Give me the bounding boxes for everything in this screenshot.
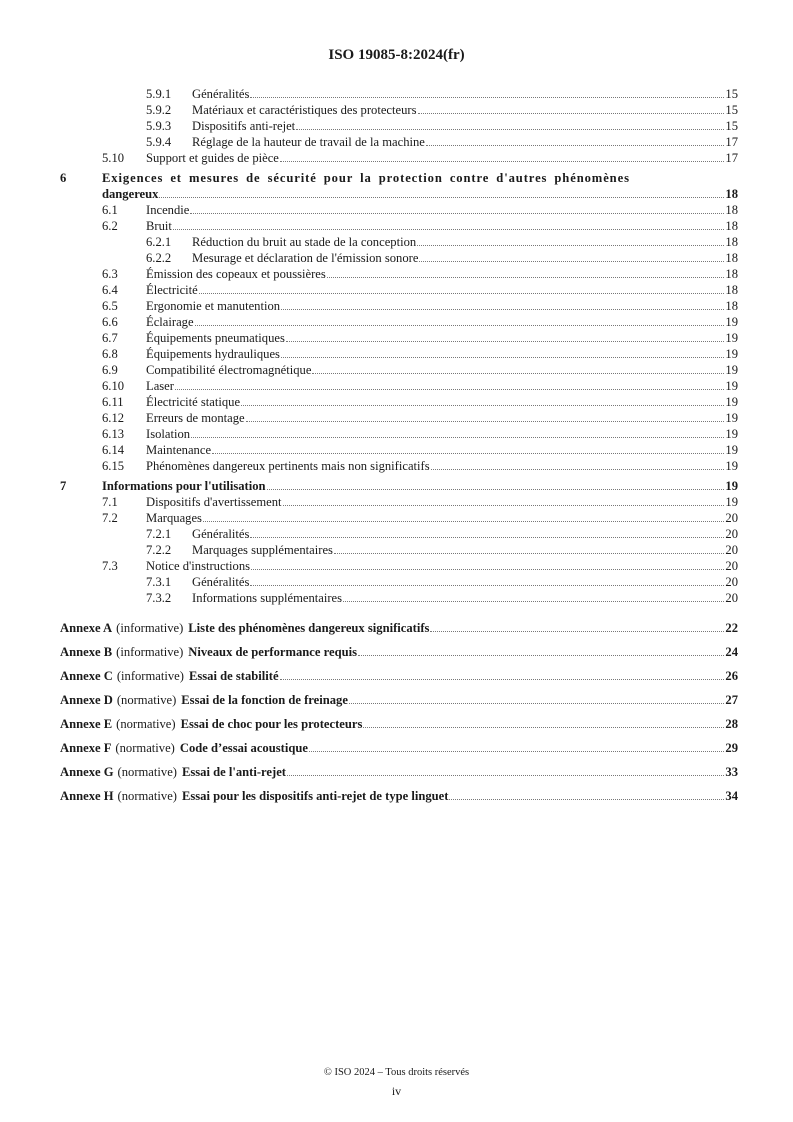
toc-entry-number: 6.12 <box>102 411 125 425</box>
annex-kind: (normative) <box>117 765 177 779</box>
toc-entry-title: Électricité <box>146 283 198 297</box>
dot-leader <box>246 421 725 422</box>
annex-title: Code d’essai acoustique <box>179 741 308 755</box>
toc-entry-title: Marquages supplémentaires <box>192 543 333 557</box>
toc-entry-title: Généralités <box>192 527 250 541</box>
dot-leader <box>363 727 724 728</box>
toc-entry-number: 5.9.2 <box>146 103 172 117</box>
annex-page: 29 <box>725 741 738 755</box>
table-of-contents <box>60 86 738 804</box>
annex-page: 33 <box>725 765 738 779</box>
toc-entry-title-cont: dangereux <box>102 187 159 201</box>
toc-entry-page: 18 <box>725 219 738 233</box>
dot-leader <box>280 161 725 162</box>
toc-entry-title: Généralités <box>192 87 250 101</box>
annex-title: Essai de la fonction de freinage <box>181 693 348 707</box>
toc-entry-title: Exigences et mesures de sécurité pour la protection contre d'autres phénomènes <box>102 171 630 185</box>
toc-entry-page: 15 <box>725 103 738 117</box>
toc-entry[interactable] <box>60 170 738 186</box>
toc-entry-number: 7.3.2 <box>146 591 172 605</box>
dot-leader <box>349 703 724 704</box>
dot-leader <box>312 373 724 374</box>
toc-annex-entry[interactable] <box>60 732 738 756</box>
toc-entry-number: 7.2.1 <box>146 527 172 541</box>
toc-entry-page: 19 <box>725 479 738 493</box>
dot-leader <box>159 197 724 198</box>
dot-leader <box>175 389 724 390</box>
dot-leader <box>358 655 724 656</box>
toc-entry-page: 20 <box>725 543 738 557</box>
dot-leader <box>309 751 724 752</box>
dot-leader <box>280 679 725 680</box>
toc-entry-title: Généralités <box>192 575 250 589</box>
page-number: iv <box>391 1084 402 1098</box>
toc-entry[interactable] <box>60 266 738 282</box>
dot-leader <box>250 585 724 586</box>
toc-entry[interactable] <box>60 526 738 542</box>
toc-entry-number: 5.9.3 <box>146 119 172 133</box>
toc-entry[interactable] <box>60 574 738 590</box>
toc-entry-title: Informations pour l'utilisation <box>102 479 266 493</box>
annex-page: 24 <box>725 645 738 659</box>
annex-label: Annexe D <box>60 693 113 707</box>
toc-entry-page: 17 <box>725 151 738 165</box>
toc-entry-title: Dispositifs d'avertissement <box>146 495 282 509</box>
annex-page: 22 <box>725 621 738 635</box>
toc-entry[interactable] <box>60 118 738 134</box>
toc-entry-number: 6.13 <box>102 427 125 441</box>
toc-entry-page: 20 <box>725 591 738 605</box>
annex-kind: (informative) <box>116 621 184 635</box>
toc-annex-entry[interactable] <box>60 756 738 780</box>
toc-entry-title: Ergonomie et manutention <box>146 299 281 313</box>
toc-entry-title: Erreurs de montage <box>146 411 245 425</box>
toc-entry-page: 18 <box>725 267 738 281</box>
toc-entry[interactable] <box>60 442 738 458</box>
dot-leader <box>173 229 725 230</box>
toc-entry-page: 18 <box>725 283 738 297</box>
toc-entry-page: 17 <box>725 135 738 149</box>
toc-entry-title: Laser <box>146 379 174 393</box>
dot-leader <box>267 489 725 490</box>
toc-entry[interactable] <box>60 298 738 314</box>
dot-leader <box>281 357 724 358</box>
toc-entry[interactable] <box>60 426 738 442</box>
toc-entry[interactable] <box>60 394 738 410</box>
annex-kind: (normative) <box>116 693 177 707</box>
dot-leader <box>286 341 725 342</box>
toc-annex-entry[interactable] <box>60 684 738 708</box>
toc-entry[interactable] <box>60 378 738 394</box>
page-footer <box>0 1064 793 1100</box>
annex-title: Essai pour les dispositifs anti-rejet de type linguet <box>181 789 449 803</box>
dot-leader <box>212 453 724 454</box>
toc-entry-title: Équipements hydrauliques <box>146 347 280 361</box>
dot-leader <box>334 553 724 554</box>
toc-entry-page: 19 <box>725 427 738 441</box>
toc-entry-number: 7.1 <box>102 495 118 509</box>
toc-entry-page: 15 <box>725 119 738 133</box>
dot-leader <box>426 145 725 146</box>
toc-entry-number: 6.2.2 <box>146 251 172 265</box>
annex-title: Essai de choc pour les protecteurs <box>180 717 363 731</box>
toc-entry-page: 19 <box>725 379 738 393</box>
toc-entry-number: 6.2.1 <box>146 235 172 249</box>
annex-page: 34 <box>725 789 738 803</box>
annex-label: Annexe H <box>60 789 114 803</box>
dot-leader <box>418 113 725 114</box>
toc-entry-page: 15 <box>725 87 738 101</box>
toc-entry-page: 20 <box>725 511 738 525</box>
toc-entry-page: 20 <box>725 575 738 589</box>
toc-entry-number: 6 <box>60 171 67 185</box>
toc-entry-number: 6.5 <box>102 299 118 313</box>
toc-entry-number: 6.11 <box>102 395 124 409</box>
dot-leader <box>250 97 724 98</box>
toc-entry[interactable] <box>60 362 738 378</box>
toc-entry-number: 6.14 <box>102 443 125 457</box>
toc-entry-number: 5.10 <box>102 151 125 165</box>
toc-entry[interactable] <box>60 86 738 102</box>
dot-leader <box>431 469 725 470</box>
toc-annex-entry[interactable] <box>60 660 738 684</box>
toc-entry-page: 20 <box>725 527 738 541</box>
toc-entry-page: 19 <box>725 395 738 409</box>
toc-entry[interactable] <box>60 250 738 266</box>
toc-entry-page: 20 <box>725 559 738 573</box>
toc-entry[interactable] <box>60 218 738 234</box>
annex-label: Annexe E <box>60 717 113 731</box>
toc-entry-number: 6.7 <box>102 331 118 345</box>
toc-entry-title: Équipements pneumatiques <box>146 331 285 345</box>
toc-entry-number: 6.15 <box>102 459 125 473</box>
annex-title: Liste des phénomènes dangereux significatifs <box>188 621 430 635</box>
toc-entry-title: Émission des copeaux et poussières <box>146 267 326 281</box>
toc-entry[interactable] <box>60 510 738 526</box>
toc-entry-title: Incendie <box>146 203 190 217</box>
toc-entry[interactable] <box>60 330 738 346</box>
toc-entry[interactable] <box>60 134 738 150</box>
copyright-notice: © ISO 2024 – Tous droits réservés <box>323 1067 470 1078</box>
toc-entry-page: 19 <box>725 459 738 473</box>
toc-entry[interactable] <box>60 558 738 574</box>
toc-entry-page: 19 <box>725 495 738 509</box>
toc-entry-page: 18 <box>725 299 738 313</box>
toc-entry-page: 18 <box>725 187 738 201</box>
toc-entry-number: 6.9 <box>102 363 118 377</box>
toc-entry-number: 6.3 <box>102 267 118 281</box>
toc-entry-title: Marquages <box>146 511 202 525</box>
toc-entry-number: 5.9.1 <box>146 87 172 101</box>
annex-title: Essai de stabilité <box>188 669 279 683</box>
toc-entry-title: Informations supplémentaires <box>192 591 343 605</box>
toc-entry[interactable] <box>60 478 738 494</box>
dot-leader <box>251 569 724 570</box>
toc-annex-entry[interactable] <box>60 612 738 636</box>
dot-leader <box>250 537 724 538</box>
dot-leader <box>449 799 724 800</box>
toc-annex-entry[interactable] <box>60 780 738 804</box>
toc-entry-title: Compatibilité électromagnétique <box>146 363 312 377</box>
toc-entry[interactable] <box>60 282 738 298</box>
dot-leader <box>190 213 724 214</box>
toc-annex-entry[interactable] <box>60 708 738 732</box>
annex-page: 28 <box>725 717 738 731</box>
toc-entry-title: Réglage de la hauteur de travail de la machine <box>192 135 425 149</box>
dot-leader <box>417 245 724 246</box>
dot-leader <box>343 601 724 602</box>
dot-leader <box>191 437 724 438</box>
annex-label: Annexe F <box>60 741 112 755</box>
toc-annex-entry[interactable] <box>60 636 738 660</box>
dot-leader <box>430 631 724 632</box>
toc-entry[interactable] <box>60 202 738 218</box>
dot-leader <box>281 309 724 310</box>
toc-entry-title: Réduction du bruit au stade de la conception <box>192 235 417 249</box>
toc-entry-title: Phénomènes dangereux pertinents mais non significatifs <box>146 459 430 473</box>
toc-entry-page: 19 <box>725 411 738 425</box>
toc-entry-number: 7.3.1 <box>146 575 172 589</box>
toc-entry-page: 19 <box>725 315 738 329</box>
toc-entry-title: Électricité statique <box>146 395 241 409</box>
document-header-title: ISO 19085-8:2024(fr) <box>328 47 465 63</box>
toc-entry-title: Dispositifs anti-rejet <box>192 119 296 133</box>
toc-entry-title: Éclairage <box>146 315 194 329</box>
dot-leader <box>287 775 724 776</box>
toc-entry[interactable] <box>60 542 738 558</box>
toc-entry-title: Matériaux et caractéristiques des protecteurs <box>192 103 417 117</box>
toc-entry-title: Isolation <box>146 427 191 441</box>
annex-label: Annexe B <box>60 645 113 659</box>
dot-leader <box>195 325 725 326</box>
annex-label: Annexe A <box>60 621 113 635</box>
annex-title: Niveaux de performance requis <box>188 645 357 659</box>
toc-entry[interactable] <box>60 150 738 166</box>
toc-entry[interactable] <box>60 346 738 362</box>
toc-entry-continuation[interactable] <box>60 186 738 202</box>
toc-entry-title: Notice d'instructions <box>146 559 251 573</box>
toc-entry-number: 6.6 <box>102 315 118 329</box>
annex-kind: (informative) <box>116 669 184 683</box>
dot-leader <box>203 521 724 522</box>
toc-entry-page: 18 <box>725 235 738 249</box>
toc-entry-title: Mesurage et déclaration de l'émission sonore <box>192 251 419 265</box>
toc-entry-number: 7.2.2 <box>146 543 172 557</box>
toc-entry-number: 6.8 <box>102 347 118 361</box>
dot-leader <box>283 505 725 506</box>
toc-entry-number: 6.2 <box>102 219 118 233</box>
toc-entry-title: Bruit <box>146 219 172 233</box>
toc-entry[interactable] <box>60 234 738 250</box>
dot-leader <box>241 405 724 406</box>
toc-entry-number: 6.4 <box>102 283 118 297</box>
toc-entry-page: 19 <box>725 363 738 377</box>
toc-entry[interactable] <box>60 590 738 606</box>
annex-title: Essai de l'anti-rejet <box>181 765 286 779</box>
annex-kind: (normative) <box>117 789 177 803</box>
toc-entry-page: 19 <box>725 347 738 361</box>
dot-leader <box>327 277 725 278</box>
toc-entry[interactable] <box>60 102 738 118</box>
annex-page: 26 <box>725 669 738 683</box>
toc-entry[interactable] <box>60 314 738 330</box>
annex-kind: (normative) <box>115 741 175 755</box>
toc-entry-page: 19 <box>725 443 738 457</box>
toc-entry-title: Support et guides de pièce <box>146 151 279 165</box>
toc-entry-title: Maintenance <box>146 443 212 457</box>
toc-entry[interactable] <box>60 494 738 510</box>
annex-page: 27 <box>725 693 738 707</box>
annex-label: Annexe G <box>60 765 114 779</box>
annex-label: Annexe C <box>60 669 113 683</box>
toc-entry-number: 6.1 <box>102 203 118 217</box>
toc-entry-number: 5.9.4 <box>146 135 172 149</box>
toc-entry-page: 18 <box>725 203 738 217</box>
dot-leader <box>199 293 725 294</box>
toc-entry-page: 18 <box>725 251 738 265</box>
toc-entry-number: 7.3 <box>102 559 118 573</box>
toc-entry-number: 6.10 <box>102 379 125 393</box>
dot-leader <box>296 129 724 130</box>
annex-kind: (informative) <box>116 645 184 659</box>
toc-entry-number: 7.2 <box>102 511 118 525</box>
dot-leader <box>419 261 724 262</box>
toc-entry[interactable] <box>60 410 738 426</box>
toc-entry-number: 7 <box>60 479 67 493</box>
toc-entry-page: 19 <box>725 331 738 345</box>
toc-entry[interactable] <box>60 458 738 474</box>
annex-kind: (normative) <box>116 717 176 731</box>
